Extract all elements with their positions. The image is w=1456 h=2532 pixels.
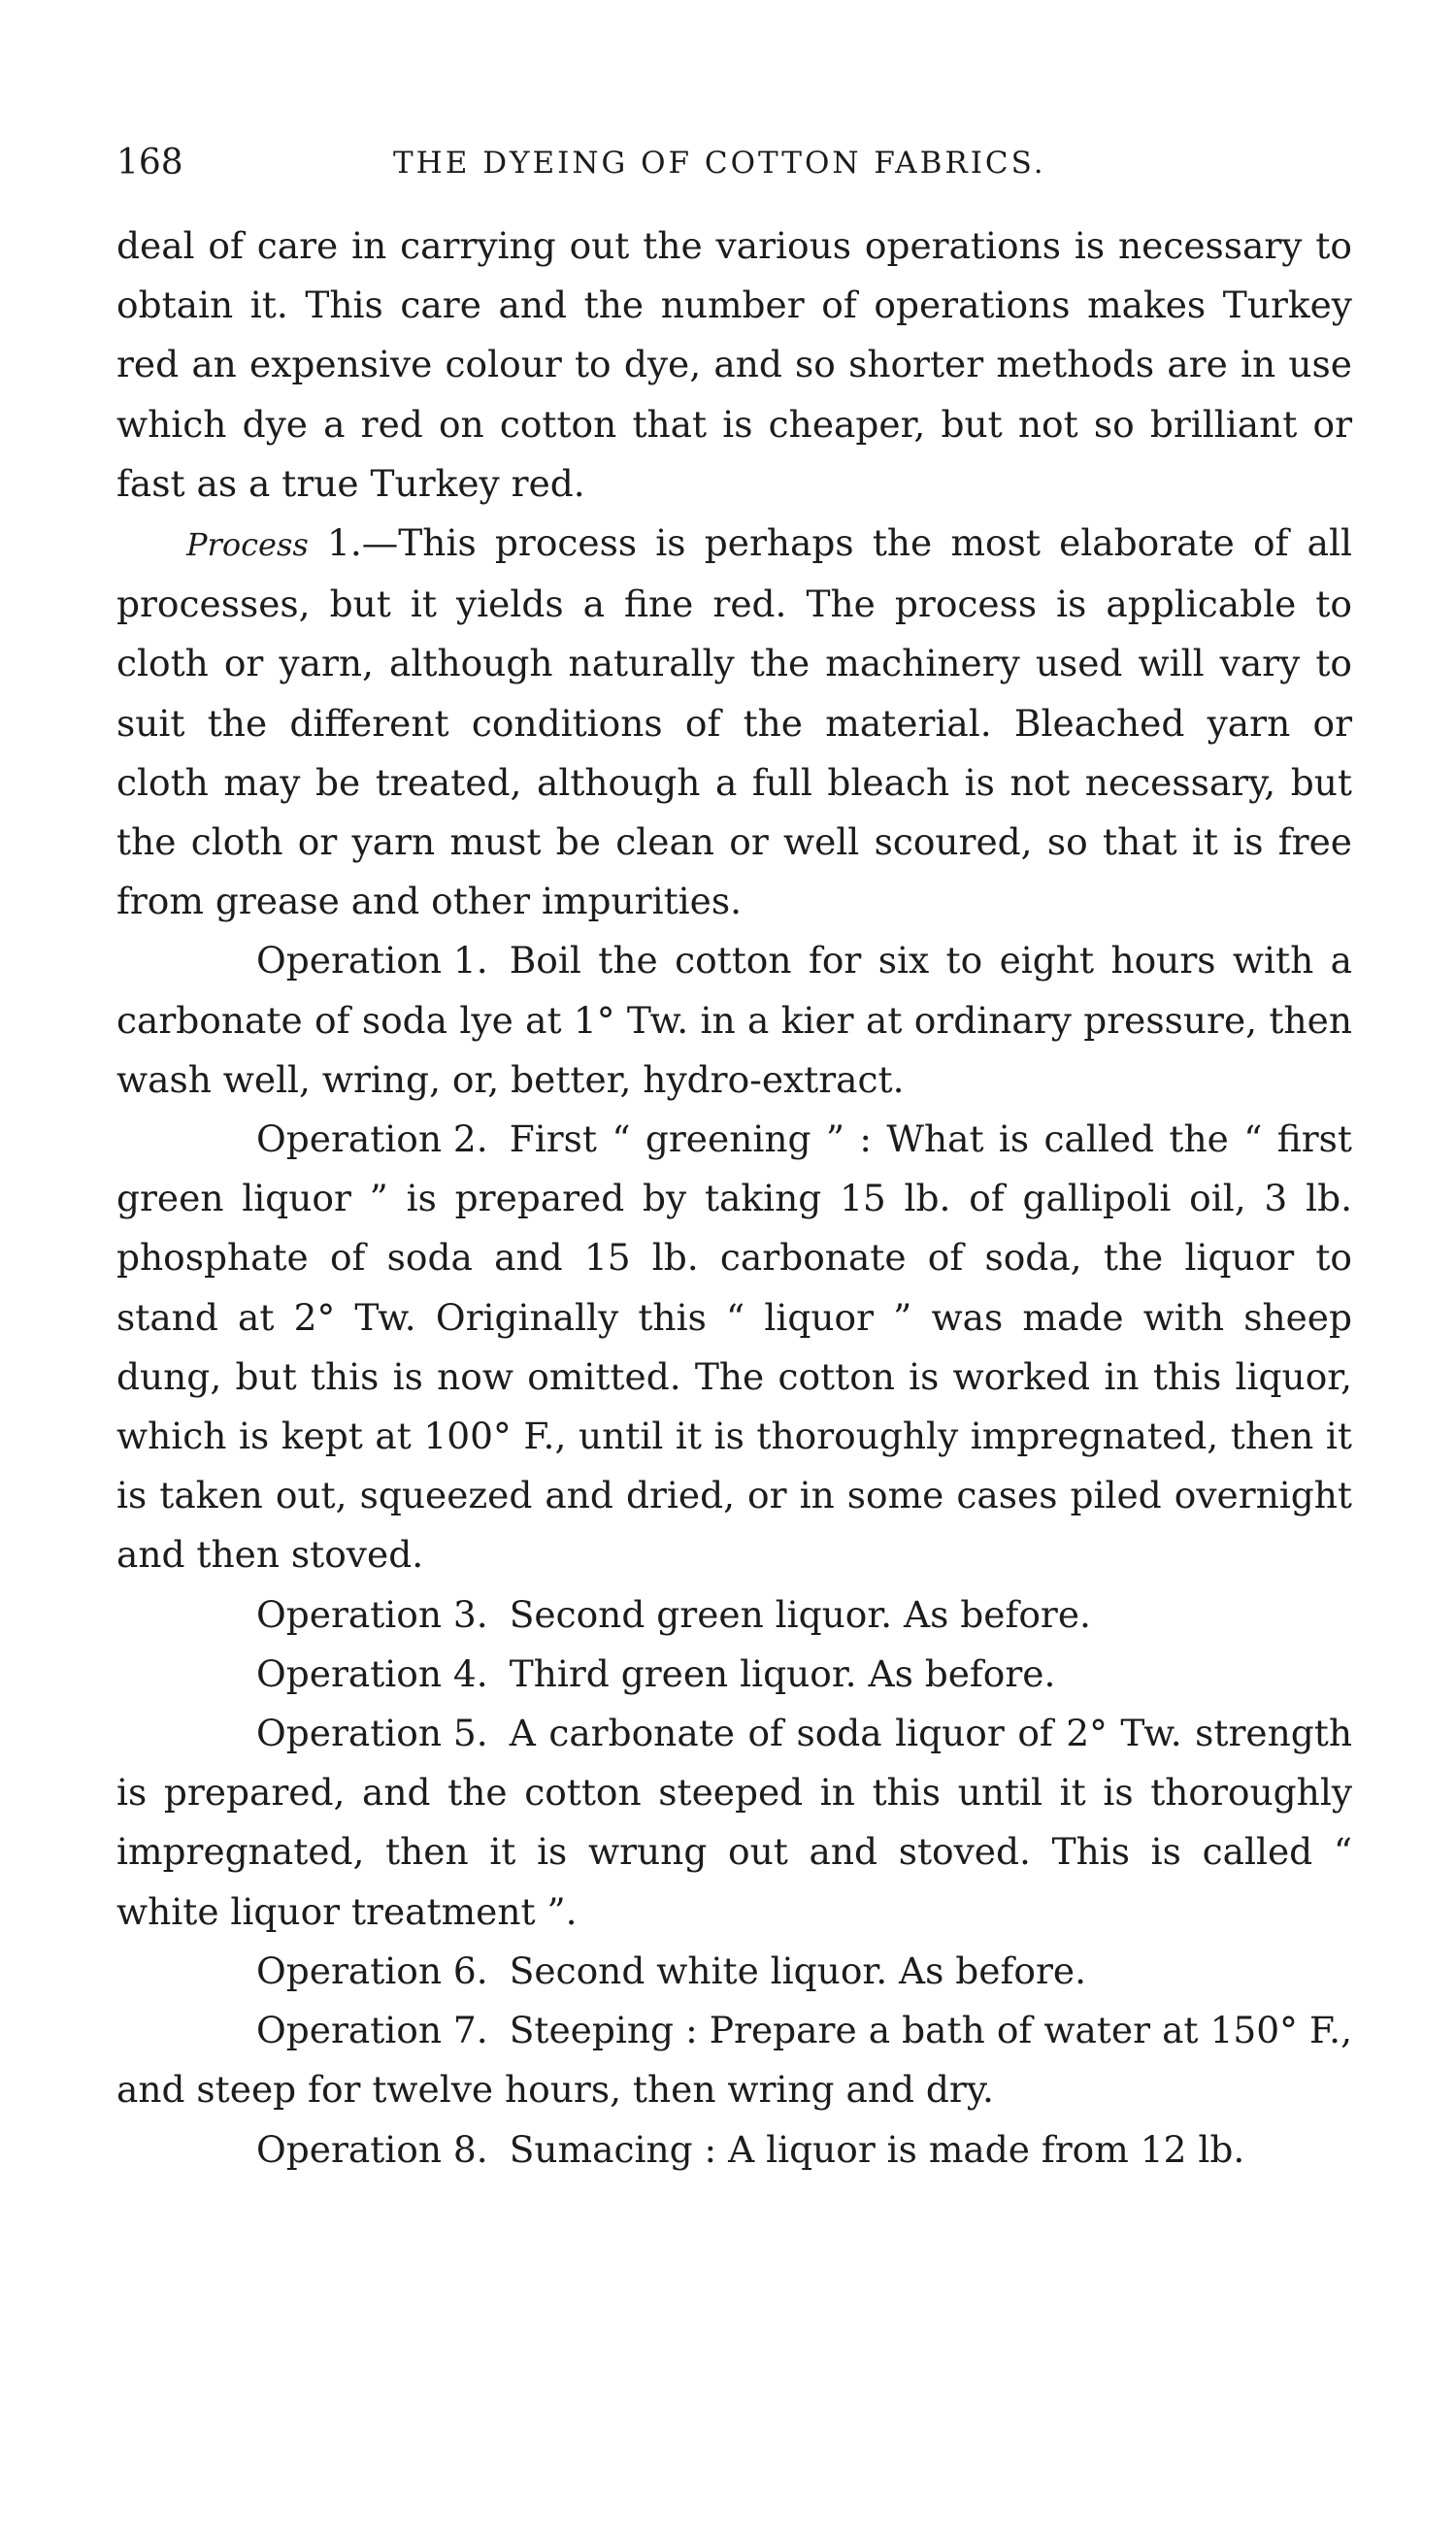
body-text (116, 217, 1352, 2180)
operation-label: Operation 3. (256, 1592, 488, 1636)
operation-label: Operation 7. (256, 2009, 488, 2052)
paragraph-text: First “ greening ” : What is called the “ first green liquor ” is prepared by taking 15 lb. of gallipoli oil, 3 lb. phosphate of soda and 15 lb. carbonate of soda, the liquor to stand at 2° Tw. Originally this “ liquor ” was made with sheep dung, but this is now omitted. The cotton is worked in this liquor, which is kept at 100° F., until it is thoroughly impregnated, then it is taken out, squeezed and dried, or in some cases piled overnight and then stoved. (116, 1117, 1352, 1577)
operation-label: Operation 5. (256, 1712, 488, 1755)
operation-label: Operation 8. (256, 2127, 488, 2171)
operation-label: Operation 4. (256, 1651, 488, 1695)
paragraph-text: Third green liquor. As before. (509, 1651, 1056, 1695)
paragraph-operation-2 (116, 1110, 1352, 1585)
paragraph-operation-4 (116, 1645, 1352, 1704)
operation-label: Operation 1. (256, 939, 488, 983)
paragraph-operation-5 (116, 1704, 1352, 1942)
paragraph-text: Boil the cotton for six to eight hours with a carbonate of soda lye at 1° Tw. in a kier at ordinary pressure, then wash well, wring, or, better, hydro-extract. (116, 939, 1352, 1101)
paragraph-text: Second white liquor. As before. (509, 1949, 1086, 1992)
paragraph-text: Steeping : Prepare a bath of water at 150° F., and steep for twelve hours, then wring and dry. (116, 2009, 1352, 2112)
paragraph-text: A carbonate of soda liquor of 2° Tw. strength is prepared, and the cotton steeped in this until it is thoroughly impregnated, then it is wrung out and stoved. This is called “ white liquor treatment ”. (116, 1712, 1352, 1933)
paragraph-operation-8 (116, 2120, 1352, 2180)
paragraph-process-1 (116, 514, 1352, 931)
paragraph-operation-3 (116, 1585, 1352, 1645)
page-header (116, 134, 1359, 192)
paragraph-text: deal of care in carrying out the various operations is necessary to obtain it. This care and the number of operations makes Turkey red an expensive colour to dye, and so shorter methods are in use which dye a red on cotton that is cheaper, but not so brilliant or fast as a true Turkey red. (116, 224, 1352, 505)
page-number: 168 (116, 143, 183, 183)
paragraph-operation-7 (116, 2001, 1352, 2119)
operation-label: Operation 6. (256, 1949, 488, 1992)
paragraph-text: Second green liquor. As before. (509, 1592, 1091, 1636)
process-label: Process (186, 526, 309, 564)
running-title: THE DYEING OF COTTON FABRICS. (393, 146, 1046, 181)
paragraph-text: Sumacing : A liquor is made from 12 lb. (509, 2127, 1245, 2171)
operation-label: Operation 2. (256, 1117, 488, 1161)
paragraph-continuation (116, 217, 1352, 514)
paragraph-operation-6 (116, 1942, 1352, 2001)
paragraph-text: 1.—This process is perhaps the most elaborate of all processes, but it yields a fine red. The process is applicable to cloth or yarn, although naturally the machinery used will vary to suit the different conditions of the material. Bleached yarn or cloth may be treated, although a full bleach is not necessary, but the cloth or yarn must be clean or well scoured, so that it is free from grease and other impurities. (116, 521, 1353, 923)
paragraph-operation-1 (116, 931, 1352, 1110)
